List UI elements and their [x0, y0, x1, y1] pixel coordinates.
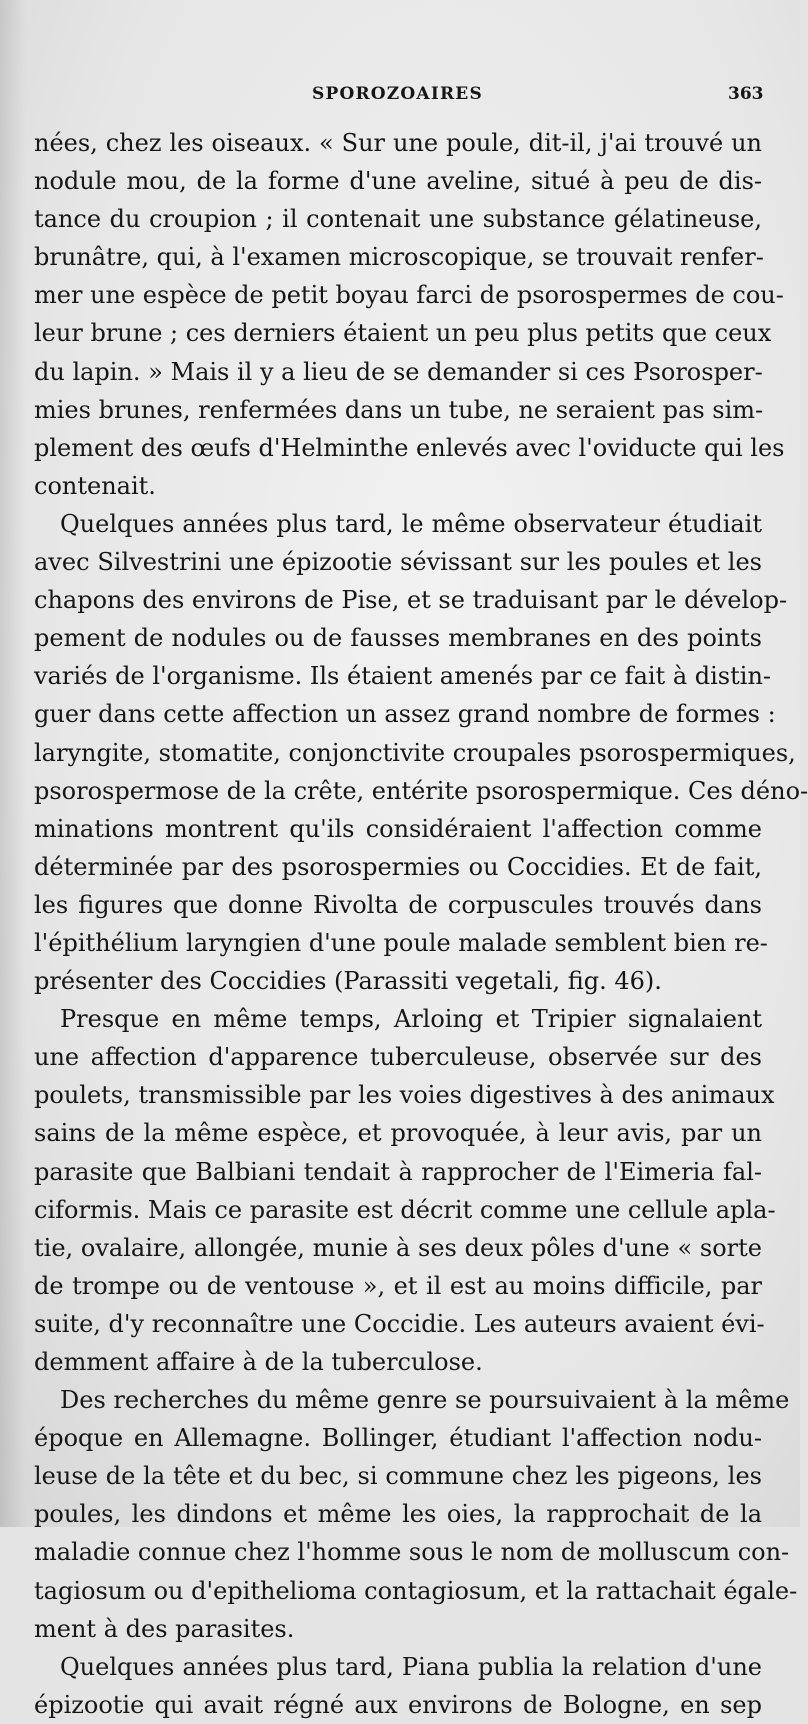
- text-line: Quelques années plus tard, Piana publia la relation d'une: [60, 1652, 762, 1681]
- text-line: du lapin. » Mais il y a lieu de se demander si ces Psorosper-: [34, 357, 763, 386]
- text-line: contenait.: [34, 471, 156, 500]
- text-line: nées, chez les oiseaux. « Sur une poule, dit-il, j'ai trouvé un: [34, 129, 762, 157]
- text-line: tance du croupion ; il contenait une substance gélatineuse,: [34, 205, 762, 234]
- page-header: [0, 84, 800, 118]
- text-line: leur brune ; ces derniers étaient un peu plus petits que ceux: [34, 319, 772, 348]
- text-line: plement des œufs d'Helminthe enlevés avec l'oviducte qui les: [34, 433, 785, 462]
- text-line: minations montrent qu'ils considéraient l'affection comme: [34, 814, 762, 843]
- text-line: mer une espèce de petit boyau farci de psorospermes de cou-: [34, 281, 784, 310]
- text-line: brunâtre, qui, à l'examen microscopique, se trouvait renfer-: [34, 243, 764, 272]
- text-line: variés de l'organisme. Ils étaient amenés par ce fait à distin-: [34, 662, 772, 691]
- gutter-shadow: [0, 0, 26, 1527]
- text-line: présenter des Coccidies (Parassiti vegetali, fig. 46).: [34, 967, 662, 996]
- text-line: avec Silvestrini une épizootie sévissant sur les poules et les: [34, 548, 762, 577]
- text-line: guer dans cette affection un assez grand nombre de formes :: [34, 700, 776, 729]
- text-line: demment affaire à de la tuberculose.: [34, 1348, 483, 1376]
- text-line: nodule mou, de la forme d'une aveline, situé à peu de dis-: [34, 167, 762, 196]
- text-line: poulets, transmissible par les voies digestives à des animaux: [34, 1081, 775, 1110]
- text-line: ciformis. Mais ce parasite est décrit comme une cellule apla-: [34, 1195, 776, 1224]
- text-line: laryngite, stomatite, conjonctivite croupales psorospermiques,: [34, 738, 796, 767]
- page-number: 363: [728, 84, 764, 104]
- text-line: poules, les dindons et même les oies, la rapprochait de la: [34, 1500, 762, 1529]
- text-line: ment à des parasites.: [34, 1614, 295, 1643]
- text-line: les figures que donne Rivolta de corpuscules trouvés dans: [34, 890, 762, 919]
- text-line: époque en Allemagne. Bollinger, étudiant l'affection nodu-: [34, 1424, 762, 1453]
- body-text: [34, 124, 808, 1724]
- text-line: Quelques années plus tard, le même observateur étudiait: [60, 509, 762, 538]
- text-line: maladie connue chez l'homme sous le nom de molluscum con-: [34, 1538, 790, 1567]
- text-line: psorospermose de la crête, entérite psorospermique. Ces déno-: [34, 776, 808, 805]
- text-line: tagiosum ou d'epithelioma contagiosum, et la rattachait égale-: [34, 1576, 798, 1605]
- text-line: de trompe ou de ventouse », et il est au moins difficile, par: [34, 1271, 762, 1300]
- text-line: l'épithélium laryngien d'une poule malade semblent bien re-: [34, 928, 768, 957]
- text-line: une affection d'apparence tuberculeuse, observée sur des: [34, 1043, 762, 1072]
- text-line: mies brunes, renfermées dans un tube, ne seraient pas sim-: [34, 395, 764, 424]
- text-line: Des recherches du même genre se poursuivaient à la même: [60, 1386, 790, 1415]
- running-title: SPOROZOAIRES: [312, 84, 483, 104]
- text-line: parasite que Balbiani tendait à rapprocher de l'Eimeria fal-: [34, 1157, 762, 1186]
- text-line: déterminée par des psorospermies ou Coccidies. Et de fait,: [34, 852, 762, 881]
- text-line: suite, d'y reconnaître une Coccidie. Les auteurs avaient évi-: [34, 1309, 765, 1338]
- text-line: sains de la même espèce, et provoquée, à leur avis, par un: [34, 1119, 762, 1148]
- text-line: leuse de la tête et du bec, si commune chez les pigeons, les: [34, 1462, 762, 1491]
- text-line: épizootie qui avait régné aux environs de Bologne, en sep: [34, 1690, 762, 1719]
- text-line: Presque en même temps, Arloing et Tripier signalaient: [60, 1005, 762, 1034]
- text-line: chapons des environs de Pise, et se traduisant par le dévelop-: [34, 586, 788, 615]
- text-line: pement de nodules ou de fausses membranes en des points: [34, 624, 762, 653]
- text-line: tie, ovalaire, allongée, munie à ses deux pôles d'une « sorte: [34, 1233, 762, 1262]
